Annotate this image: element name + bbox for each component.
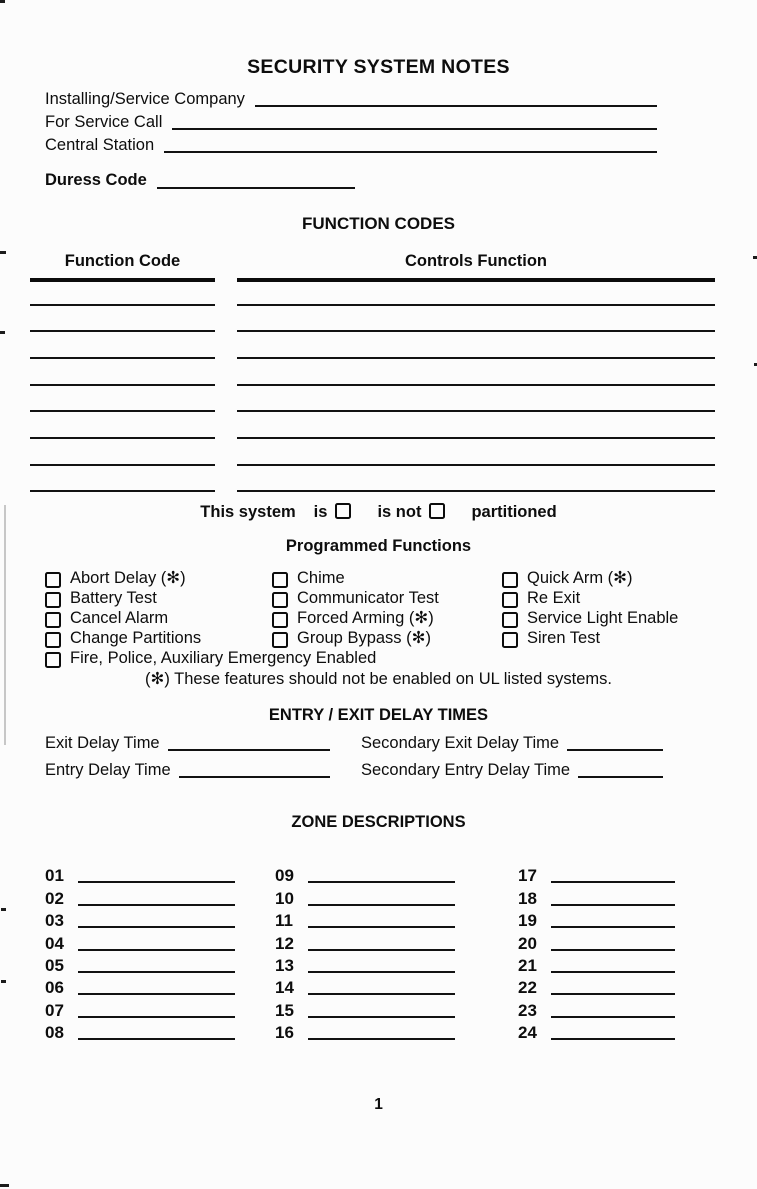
- zone-row: [275, 1021, 455, 1043]
- zone-number: 10: [275, 888, 294, 908]
- zone-description-blank[interactable]: [308, 926, 455, 928]
- delay-field-blank[interactable]: [168, 749, 330, 751]
- zone-row: [518, 931, 675, 953]
- programmed-functions-grid: [45, 568, 727, 648]
- zone-description-blank[interactable]: [78, 926, 235, 928]
- zone-description-blank[interactable]: [551, 881, 675, 883]
- delay-left-pair: [45, 734, 330, 753]
- function-code-blank-row[interactable]: [30, 306, 215, 333]
- zone-row: [275, 954, 455, 976]
- scan-artifact: [0, 331, 5, 334]
- function-code-blank-row[interactable]: [30, 332, 215, 359]
- zone-row: [275, 864, 455, 886]
- checkbox-item-label: Cancel Alarm: [70, 609, 169, 627]
- controls-function-blank-row[interactable]: [237, 359, 715, 386]
- checkbox[interactable]: [502, 612, 518, 628]
- checkbox-item: [45, 568, 272, 588]
- zone-description-blank[interactable]: [308, 971, 455, 973]
- zone-column: [45, 864, 235, 1043]
- function-code-blank-row[interactable]: [30, 359, 215, 386]
- scan-artifact: [0, 251, 6, 254]
- zone-row: [45, 954, 235, 976]
- checkbox[interactable]: [502, 572, 518, 588]
- controls-function-blank-row[interactable]: [237, 386, 715, 413]
- zone-number: 16: [275, 1023, 294, 1043]
- checkbox[interactable]: [272, 592, 288, 608]
- checkbox-item: [45, 608, 272, 628]
- zone-number: 22: [518, 978, 537, 998]
- zone-row: [45, 886, 235, 908]
- zone-number: 08: [45, 1023, 64, 1043]
- zone-description-blank[interactable]: [308, 881, 455, 883]
- contact-field-label: Central Station: [45, 136, 155, 154]
- zone-descriptions-grid: [45, 864, 675, 1043]
- delay-field-blank[interactable]: [567, 749, 663, 751]
- function-code-header: Function Code: [64, 252, 181, 270]
- checkbox-item-label: Change Partitions: [70, 629, 202, 647]
- entry-exit-title: ENTRY / EXIT DELAY TIMES: [268, 706, 489, 724]
- function-codes-title: FUNCTION CODES: [302, 214, 455, 233]
- zone-row: [45, 864, 235, 886]
- zone-number: 09: [275, 866, 294, 886]
- checkbox-item-label: Re Exit: [527, 589, 581, 607]
- partition-statement: [0, 503, 757, 522]
- scan-artifact: [0, 0, 5, 3]
- checkbox-item-label: Quick Arm (✻): [527, 569, 633, 587]
- zone-description-blank[interactable]: [551, 1016, 675, 1018]
- zone-row: [45, 931, 235, 953]
- controls-function-header: Controls Function: [404, 252, 548, 270]
- checkbox[interactable]: [272, 572, 288, 588]
- checkbox-item-label: Forced Arming (✻): [297, 609, 434, 627]
- ul-listed-footnote: (✻) These features should not be enabled on UL listed systems.: [145, 670, 612, 688]
- contact-field-row: [45, 109, 657, 132]
- checkbox-item-label: Group Bypass (✻): [297, 629, 431, 647]
- scan-artifact: [0, 1184, 9, 1187]
- checkbox-item-label: Communicator Test: [297, 589, 439, 607]
- checkbox-item-label: Abort Delay (✻): [70, 569, 186, 587]
- zone-row: [518, 976, 675, 998]
- zone-number: 20: [518, 933, 537, 953]
- is-partitioned-checkbox[interactable]: [335, 503, 351, 519]
- delay-field-label: Secondary Entry Delay Time: [361, 760, 571, 779]
- scan-artifact: [1, 908, 6, 911]
- checkbox-item: [502, 568, 727, 588]
- contact-field-row: [45, 86, 657, 109]
- programmed-functions-title: Programmed Functions: [285, 537, 472, 555]
- zone-description-blank[interactable]: [551, 949, 675, 951]
- controls-function-blank-row[interactable]: [237, 282, 715, 306]
- checkbox[interactable]: [272, 632, 288, 648]
- zone-description-blank[interactable]: [78, 971, 235, 973]
- zone-description-blank[interactable]: [551, 971, 675, 973]
- checkbox-item-label: Chime: [297, 569, 345, 587]
- delay-left-pair: [45, 761, 330, 780]
- zone-row: [518, 864, 675, 886]
- checkbox-item-label: Battery Test: [70, 589, 157, 607]
- controls-function-column: [237, 251, 715, 492]
- delay-field-blank[interactable]: [179, 776, 330, 778]
- controls-function-blank-row[interactable]: [237, 412, 715, 439]
- checkbox-item: [272, 628, 502, 648]
- zone-row: [275, 998, 455, 1020]
- checkbox-item-label: Fire, Police, Auxiliary Emergency Enabled: [70, 649, 377, 667]
- checkbox-item-fire-police-aux: [45, 648, 376, 668]
- programmed-functions-column: [45, 568, 272, 648]
- zone-description-blank[interactable]: [78, 993, 235, 995]
- delay-times-row: [45, 760, 663, 780]
- delay-right-pair: [361, 734, 663, 753]
- contact-field-blank[interactable]: [255, 105, 657, 107]
- zone-row: [275, 886, 455, 908]
- checkbox-item: [272, 608, 502, 628]
- delay-field-blank[interactable]: [578, 776, 663, 778]
- duress-code-field[interactable]: [157, 187, 355, 189]
- zone-number: 13: [275, 955, 294, 975]
- zone-description-blank[interactable]: [551, 904, 675, 906]
- partition-prefix: This system: [200, 503, 296, 521]
- checkbox[interactable]: [272, 612, 288, 628]
- partition-suffix: partitioned: [471, 503, 557, 521]
- checkbox[interactable]: [45, 632, 61, 648]
- zone-number: 05: [45, 955, 64, 975]
- zone-description-blank[interactable]: [308, 1038, 455, 1040]
- zone-description-blank[interactable]: [551, 926, 675, 928]
- function-codes-table: [30, 251, 715, 492]
- zone-description-blank[interactable]: [551, 1038, 675, 1040]
- zone-number: 01: [45, 866, 64, 886]
- contact-field-blank[interactable]: [164, 151, 657, 153]
- zone-row: [275, 909, 455, 931]
- zone-column: [275, 864, 455, 1043]
- zone-row: [45, 976, 235, 998]
- is-not-partitioned-checkbox[interactable]: [429, 503, 445, 519]
- contact-field-label: Installing/Service Company: [45, 90, 245, 108]
- zone-descriptions-title: ZONE DESCRIPTIONS: [291, 813, 466, 831]
- zone-number: 17: [518, 866, 537, 886]
- zone-column: [518, 864, 675, 1043]
- checkbox-item: [272, 568, 502, 588]
- contact-field-label: For Service Call: [45, 113, 163, 131]
- scan-artifact: [1, 980, 6, 983]
- contact-field-row: [45, 132, 657, 155]
- zone-description-blank[interactable]: [78, 949, 235, 951]
- duress-code-label: Duress Code: [45, 171, 147, 189]
- function-code-blank-row[interactable]: [30, 386, 215, 413]
- delay-field-label: Exit Delay Time: [45, 734, 160, 752]
- function-code-blank-row[interactable]: [30, 282, 215, 306]
- zone-description-blank[interactable]: [78, 881, 235, 883]
- partition-is-label: is: [313, 503, 328, 521]
- programmed-functions-column: [272, 568, 502, 648]
- function-code-column: [30, 251, 215, 492]
- zone-row: [45, 998, 235, 1020]
- checkbox-item: [45, 628, 272, 648]
- zone-row: [45, 909, 235, 931]
- zone-number: 24: [518, 1023, 537, 1043]
- checkbox[interactable]: [45, 592, 61, 608]
- checkbox[interactable]: [502, 632, 518, 648]
- zone-row: [275, 931, 455, 953]
- zone-number: 06: [45, 978, 64, 998]
- zone-description-blank[interactable]: [308, 949, 455, 951]
- checkbox-item: [502, 628, 727, 648]
- checkbox-item-label: Service Light Enable: [527, 609, 679, 627]
- programmed-functions-column: [502, 568, 727, 648]
- delay-times-row: [45, 733, 663, 753]
- zone-number: 19: [518, 911, 537, 931]
- zone-number: 23: [518, 1000, 537, 1020]
- zone-number: 07: [45, 1000, 64, 1020]
- delay-field-label: Secondary Exit Delay Time: [361, 734, 560, 752]
- zone-description-blank[interactable]: [308, 1016, 455, 1018]
- zone-number: 21: [518, 955, 537, 975]
- checkbox[interactable]: [45, 612, 61, 628]
- zone-number: 12: [275, 933, 294, 953]
- zone-description-blank[interactable]: [78, 904, 235, 906]
- delay-times-fields: [45, 733, 663, 786]
- controls-function-blank-row[interactable]: [237, 439, 715, 466]
- checkbox-item: [502, 588, 727, 608]
- checkbox-item: [45, 588, 272, 608]
- checkbox[interactable]: [45, 572, 61, 588]
- contact-fields: [45, 86, 657, 155]
- zone-row: [518, 886, 675, 908]
- partition-is-not-label: is not: [377, 503, 422, 521]
- zone-description-blank[interactable]: [308, 993, 455, 995]
- zone-row: [518, 909, 675, 931]
- zone-description-blank[interactable]: [78, 1016, 235, 1018]
- scan-artifact: [753, 256, 757, 259]
- checkbox[interactable]: [502, 592, 518, 608]
- checkbox-item: [272, 588, 502, 608]
- contact-field-blank[interactable]: [172, 128, 657, 130]
- zone-row: [518, 1021, 675, 1043]
- checkbox-item-label: Siren Test: [527, 629, 601, 647]
- zone-number: 18: [518, 888, 537, 908]
- fire-police-aux-checkbox[interactable]: [45, 652, 61, 668]
- zone-number: 15: [275, 1000, 294, 1020]
- zone-description-blank[interactable]: [308, 904, 455, 906]
- controls-function-blank-row[interactable]: [237, 306, 715, 333]
- page-title: SECURITY SYSTEM NOTES: [247, 56, 510, 78]
- zone-number: 14: [275, 978, 294, 998]
- page-number: 1: [374, 1096, 383, 1113]
- delay-right-pair: [361, 761, 663, 780]
- duress-code-row: [45, 171, 355, 190]
- controls-function-blank-row[interactable]: [237, 466, 715, 493]
- zone-row: [518, 954, 675, 976]
- delay-field-label: Entry Delay Time: [45, 760, 171, 779]
- function-code-blank-row[interactable]: [30, 439, 215, 466]
- zone-number: 03: [45, 911, 64, 931]
- zone-number: 04: [45, 933, 64, 953]
- checkbox-item: [502, 608, 727, 628]
- zone-number: 11: [275, 911, 293, 931]
- zone-description-blank[interactable]: [551, 993, 675, 995]
- zone-row: [518, 998, 675, 1020]
- function-code-blank-row[interactable]: [30, 412, 215, 439]
- controls-function-blank-row[interactable]: [237, 332, 715, 359]
- zone-row: [275, 976, 455, 998]
- zone-row: [45, 1021, 235, 1043]
- zone-description-blank[interactable]: [78, 1038, 235, 1040]
- function-code-blank-row[interactable]: [30, 466, 215, 493]
- zone-number: 02: [45, 888, 64, 908]
